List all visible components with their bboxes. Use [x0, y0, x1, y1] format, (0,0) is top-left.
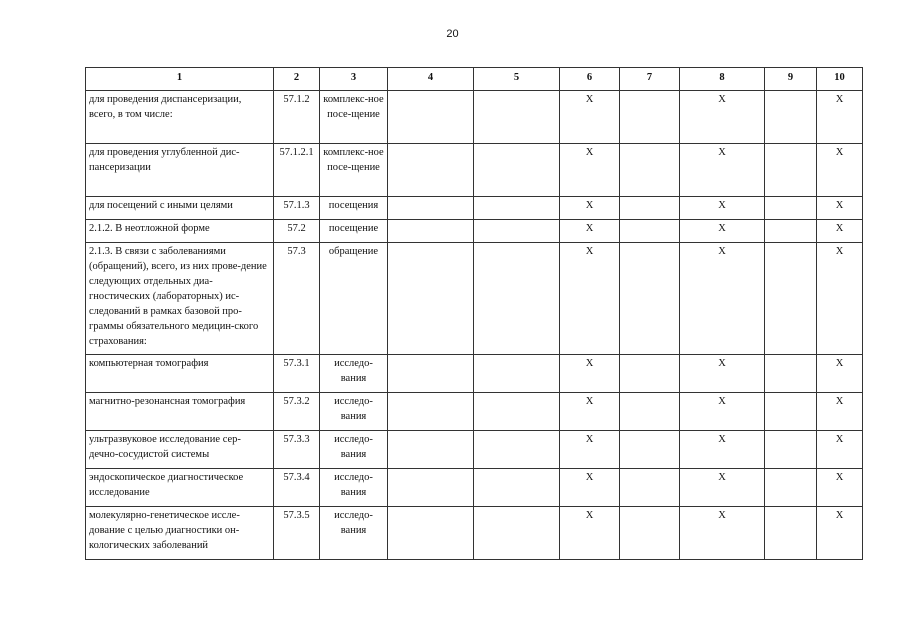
- cross-mark: X: [560, 355, 620, 393]
- empty-cell: [388, 197, 474, 220]
- empty-cell: [474, 197, 560, 220]
- cross-mark: X: [680, 144, 765, 197]
- cross-mark: X: [817, 393, 863, 431]
- cross-mark: X: [680, 355, 765, 393]
- table-row: [86, 91, 863, 144]
- empty-cell: [620, 91, 680, 144]
- cross-mark: X: [560, 91, 620, 144]
- cross-mark: X: [680, 91, 765, 144]
- empty-cell: [388, 469, 474, 507]
- row-name: эндоскопическое диагностическое исследование: [86, 469, 274, 507]
- row-name: магнитно-резонансная томография: [86, 393, 274, 431]
- empty-cell: [620, 144, 680, 197]
- column-header: 6: [560, 68, 620, 91]
- cross-mark: X: [560, 393, 620, 431]
- cross-mark: X: [817, 469, 863, 507]
- empty-cell: [620, 355, 680, 393]
- column-header: 10: [817, 68, 863, 91]
- cross-mark: X: [817, 91, 863, 144]
- row-unit: посещения: [320, 197, 388, 220]
- cross-mark: X: [817, 243, 863, 355]
- empty-cell: [474, 393, 560, 431]
- row-name: компьютерная томография: [86, 355, 274, 393]
- cross-mark: X: [560, 469, 620, 507]
- table-row: [86, 431, 863, 469]
- empty-cell: [388, 220, 474, 243]
- empty-cell: [765, 197, 817, 220]
- table-row: [86, 197, 863, 220]
- row-code: 57.2: [274, 220, 320, 243]
- cross-mark: X: [680, 393, 765, 431]
- empty-cell: [765, 431, 817, 469]
- row-unit: исследо-вания: [320, 469, 388, 507]
- column-header: 2: [274, 68, 320, 91]
- empty-cell: [765, 243, 817, 355]
- row-name: для посещений с иными целями: [86, 197, 274, 220]
- cross-mark: X: [680, 220, 765, 243]
- row-unit: исследо-вания: [320, 393, 388, 431]
- row-code: 57.1.2: [274, 91, 320, 144]
- cross-mark: X: [817, 144, 863, 197]
- cross-mark: X: [680, 243, 765, 355]
- row-name: 2.1.2. В неотложной форме: [86, 220, 274, 243]
- empty-cell: [765, 220, 817, 243]
- empty-cell: [388, 507, 474, 560]
- column-header: 9: [765, 68, 817, 91]
- empty-cell: [388, 355, 474, 393]
- empty-cell: [474, 507, 560, 560]
- empty-cell: [765, 144, 817, 197]
- empty-cell: [620, 507, 680, 560]
- cross-mark: X: [817, 431, 863, 469]
- table-row: [86, 393, 863, 431]
- row-name: для проведения диспансеризации, всего, в том числе:: [86, 91, 274, 144]
- empty-cell: [620, 243, 680, 355]
- empty-cell: [388, 243, 474, 355]
- table-row: [86, 507, 863, 560]
- row-unit: обращение: [320, 243, 388, 355]
- cross-mark: X: [680, 469, 765, 507]
- row-unit: исследо-вания: [320, 431, 388, 469]
- cross-mark: X: [680, 431, 765, 469]
- row-code: 57.3.5: [274, 507, 320, 560]
- row-code: 57.3.4: [274, 469, 320, 507]
- empty-cell: [620, 197, 680, 220]
- row-code: 57.1.2.1: [274, 144, 320, 197]
- table-row: [86, 220, 863, 243]
- cross-mark: X: [817, 197, 863, 220]
- empty-cell: [765, 91, 817, 144]
- cross-mark: X: [560, 197, 620, 220]
- empty-cell: [620, 431, 680, 469]
- empty-cell: [620, 393, 680, 431]
- row-code: 57.3: [274, 243, 320, 355]
- column-header: 4: [388, 68, 474, 91]
- header-row: [86, 68, 863, 91]
- cross-mark: X: [680, 507, 765, 560]
- cross-mark: X: [560, 431, 620, 469]
- empty-cell: [474, 243, 560, 355]
- empty-cell: [474, 469, 560, 507]
- column-header: 3: [320, 68, 388, 91]
- table-row: [86, 469, 863, 507]
- empty-cell: [474, 220, 560, 243]
- empty-cell: [388, 91, 474, 144]
- column-header: 5: [474, 68, 560, 91]
- empty-cell: [388, 144, 474, 197]
- empty-cell: [765, 469, 817, 507]
- empty-cell: [474, 144, 560, 197]
- column-header: 8: [680, 68, 765, 91]
- empty-cell: [765, 393, 817, 431]
- table-row: [86, 144, 863, 197]
- row-code: 57.3.3: [274, 431, 320, 469]
- empty-cell: [765, 355, 817, 393]
- row-unit: исследо-вания: [320, 355, 388, 393]
- row-unit: комплекс-ное посе-щение: [320, 91, 388, 144]
- cross-mark: X: [560, 144, 620, 197]
- cross-mark: X: [817, 220, 863, 243]
- empty-cell: [620, 220, 680, 243]
- row-code: 57.1.3: [274, 197, 320, 220]
- cross-mark: X: [817, 355, 863, 393]
- empty-cell: [388, 431, 474, 469]
- empty-cell: [474, 355, 560, 393]
- row-name: для проведения углубленной дис-пансеризации: [86, 144, 274, 197]
- empty-cell: [388, 393, 474, 431]
- table-row: [86, 243, 863, 355]
- empty-cell: [474, 431, 560, 469]
- page-number: 20: [446, 28, 459, 40]
- cross-mark: X: [680, 197, 765, 220]
- cross-mark: X: [560, 243, 620, 355]
- row-code: 57.3.2: [274, 393, 320, 431]
- column-header: 7: [620, 68, 680, 91]
- cross-mark: X: [560, 220, 620, 243]
- row-name: молекулярно-генетическое иссле-дование с целью диагностики он-кологических заболеваний: [86, 507, 274, 560]
- row-unit: комплекс-ное посе-щение: [320, 144, 388, 197]
- row-name: ультразвуковое исследование сер-дечно-сосудистой системы: [86, 431, 274, 469]
- row-name: 2.1.3. В связи с заболеваниями (обращений), всего, из них прове-дение следующих отдельных диа-гностических (лабораторных) ис-следований в рамках базовой про-граммы обязательного медицин-ского страхования:: [86, 243, 274, 355]
- empty-cell: [474, 91, 560, 144]
- cross-mark: X: [817, 507, 863, 560]
- column-header: 1: [86, 68, 274, 91]
- data-table: [85, 67, 863, 560]
- row-unit: посещение: [320, 220, 388, 243]
- row-code: 57.3.1: [274, 355, 320, 393]
- table-row: [86, 355, 863, 393]
- row-unit: исследо-вания: [320, 507, 388, 560]
- empty-cell: [620, 469, 680, 507]
- empty-cell: [765, 507, 817, 560]
- cross-mark: X: [560, 507, 620, 560]
